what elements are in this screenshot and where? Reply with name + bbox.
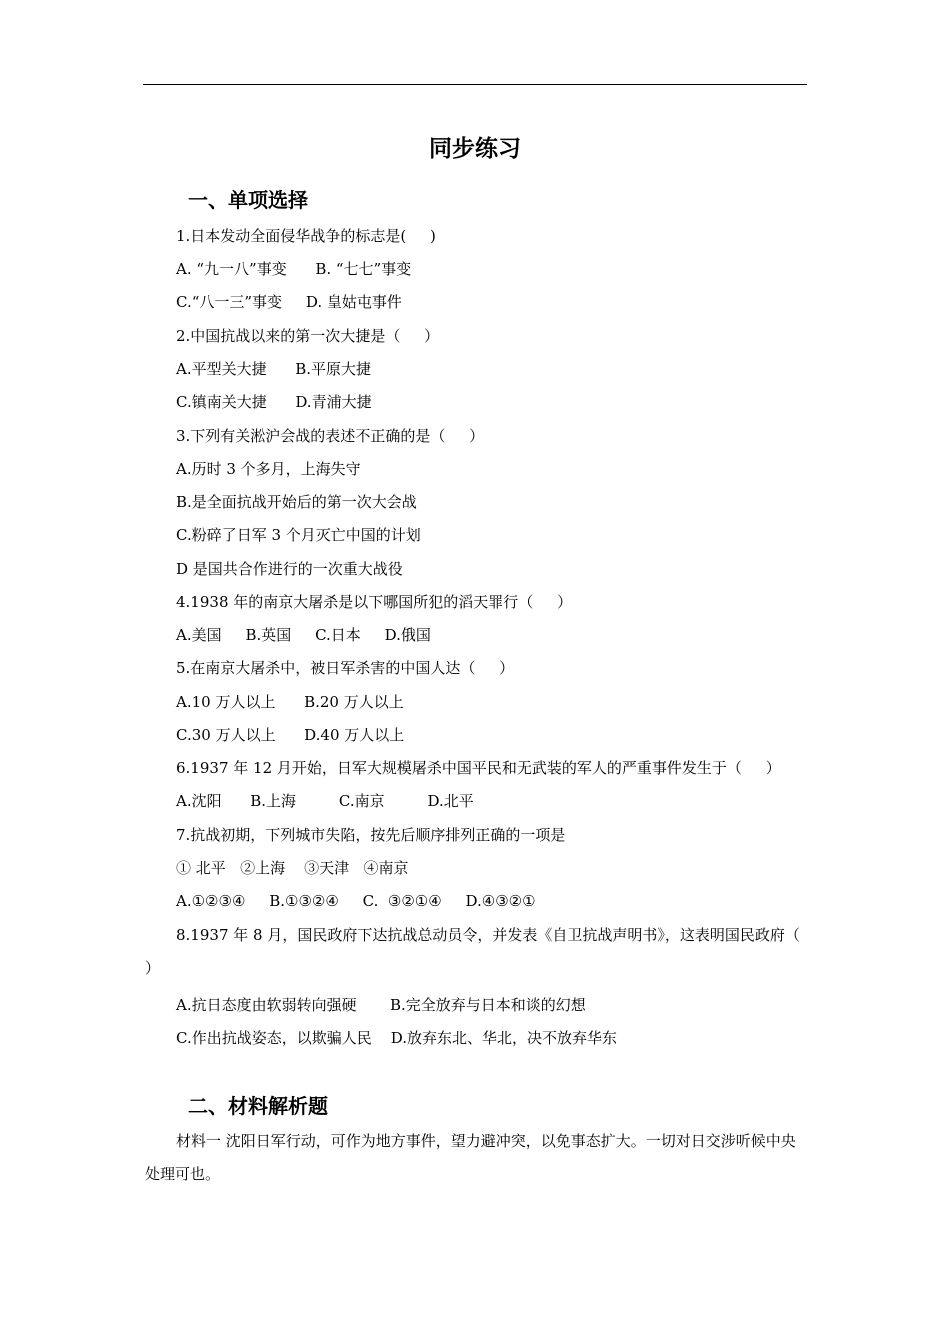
question-3-option-c: C.粉碎了日军 3 个月灭亡中国的计划 [176,526,421,544]
question-1-stem: 1.日本发动全面侵华战争的标志是( ) [176,227,436,245]
question-8-stem: 8.1937 年 8 月，国民政府下达抗战总动员令，并发表《自卫抗战声明书》，这表明国民政府（ ） [145,926,800,977]
section-heading-material-analysis: 二、材料解析题 [188,1094,328,1118]
question-3-option-b: B.是全面抗战开始后的第一次大会战 [176,493,417,511]
question-4-options: A.美国 B.英国 C.日本 D.俄国 [176,626,431,644]
page-title: 同步练习 [429,136,521,162]
section-heading-single-choice: 一、单项选择 [188,188,308,212]
question-5-options-cd: C.30 万人以上 D.40 万人以上 [176,726,405,744]
question-8-options-cd: C.作出抗战姿态，以欺骗人民 D.放弃东北、华北，决不放弃华东 [176,1029,618,1047]
question-3-option-d: D 是国共合作进行的一次重大战役 [176,560,403,578]
question-7-options: A.①②③④ B.①③②④ C. ③②①④ D.④③②① [176,892,536,910]
question-4-stem: 4.1938 年的南京大屠杀是以下哪国所犯的滔天罪行（ ） [176,593,573,611]
question-2-options-cd: C.镇南关大捷 D.青浦大捷 [176,393,372,411]
question-1-options-ab: A. “九一八”事变 B. “七七”事变 [176,260,412,278]
question-3-stem: 3.下列有关淞沪会战的表述不正确的是（ ） [176,427,485,445]
question-2-options-ab: A.平型关大捷 B.平原大捷 [176,360,372,378]
question-7-stem: 7.抗战初期，下列城市失陷，按先后顺序排列正确的一项是 [176,826,566,844]
question-5-stem: 5.在南京大屠杀中，被日军杀害的中国人达（ ） [176,659,515,677]
question-7-items: ① 北平 ②上海 ③天津 ④南京 [176,859,409,877]
question-8-options-ab: A.抗日态度由软弱转向强硬 B.完全放弃与日本和谈的幻想 [176,996,586,1014]
question-5-options-ab: A.10 万人以上 B.20 万人以上 [176,693,404,711]
question-3-option-a: A.历时 3 个多月，上海失守 [176,460,361,478]
question-2-stem: 2.中国抗战以来的第一次大捷是（ ） [176,327,440,345]
header-rule [143,84,807,85]
material-1-text: 材料一 沈阳日军行动，可作为地方事件，望力避冲突，以免事态扩大。一切对日交涉听候中央处理可也。 [145,1132,796,1183]
question-6-stem: 6.1937 年 12 月开始，日军大规模屠杀中国平民和无武装的军人的严重事件发生于（ ） [176,759,781,777]
question-6-options: A.沈阳 B.上海 C.南京 D.北平 [176,792,474,810]
question-1-options-cd: C.“八一三”事变 D. 皇姑屯事件 [176,293,402,311]
